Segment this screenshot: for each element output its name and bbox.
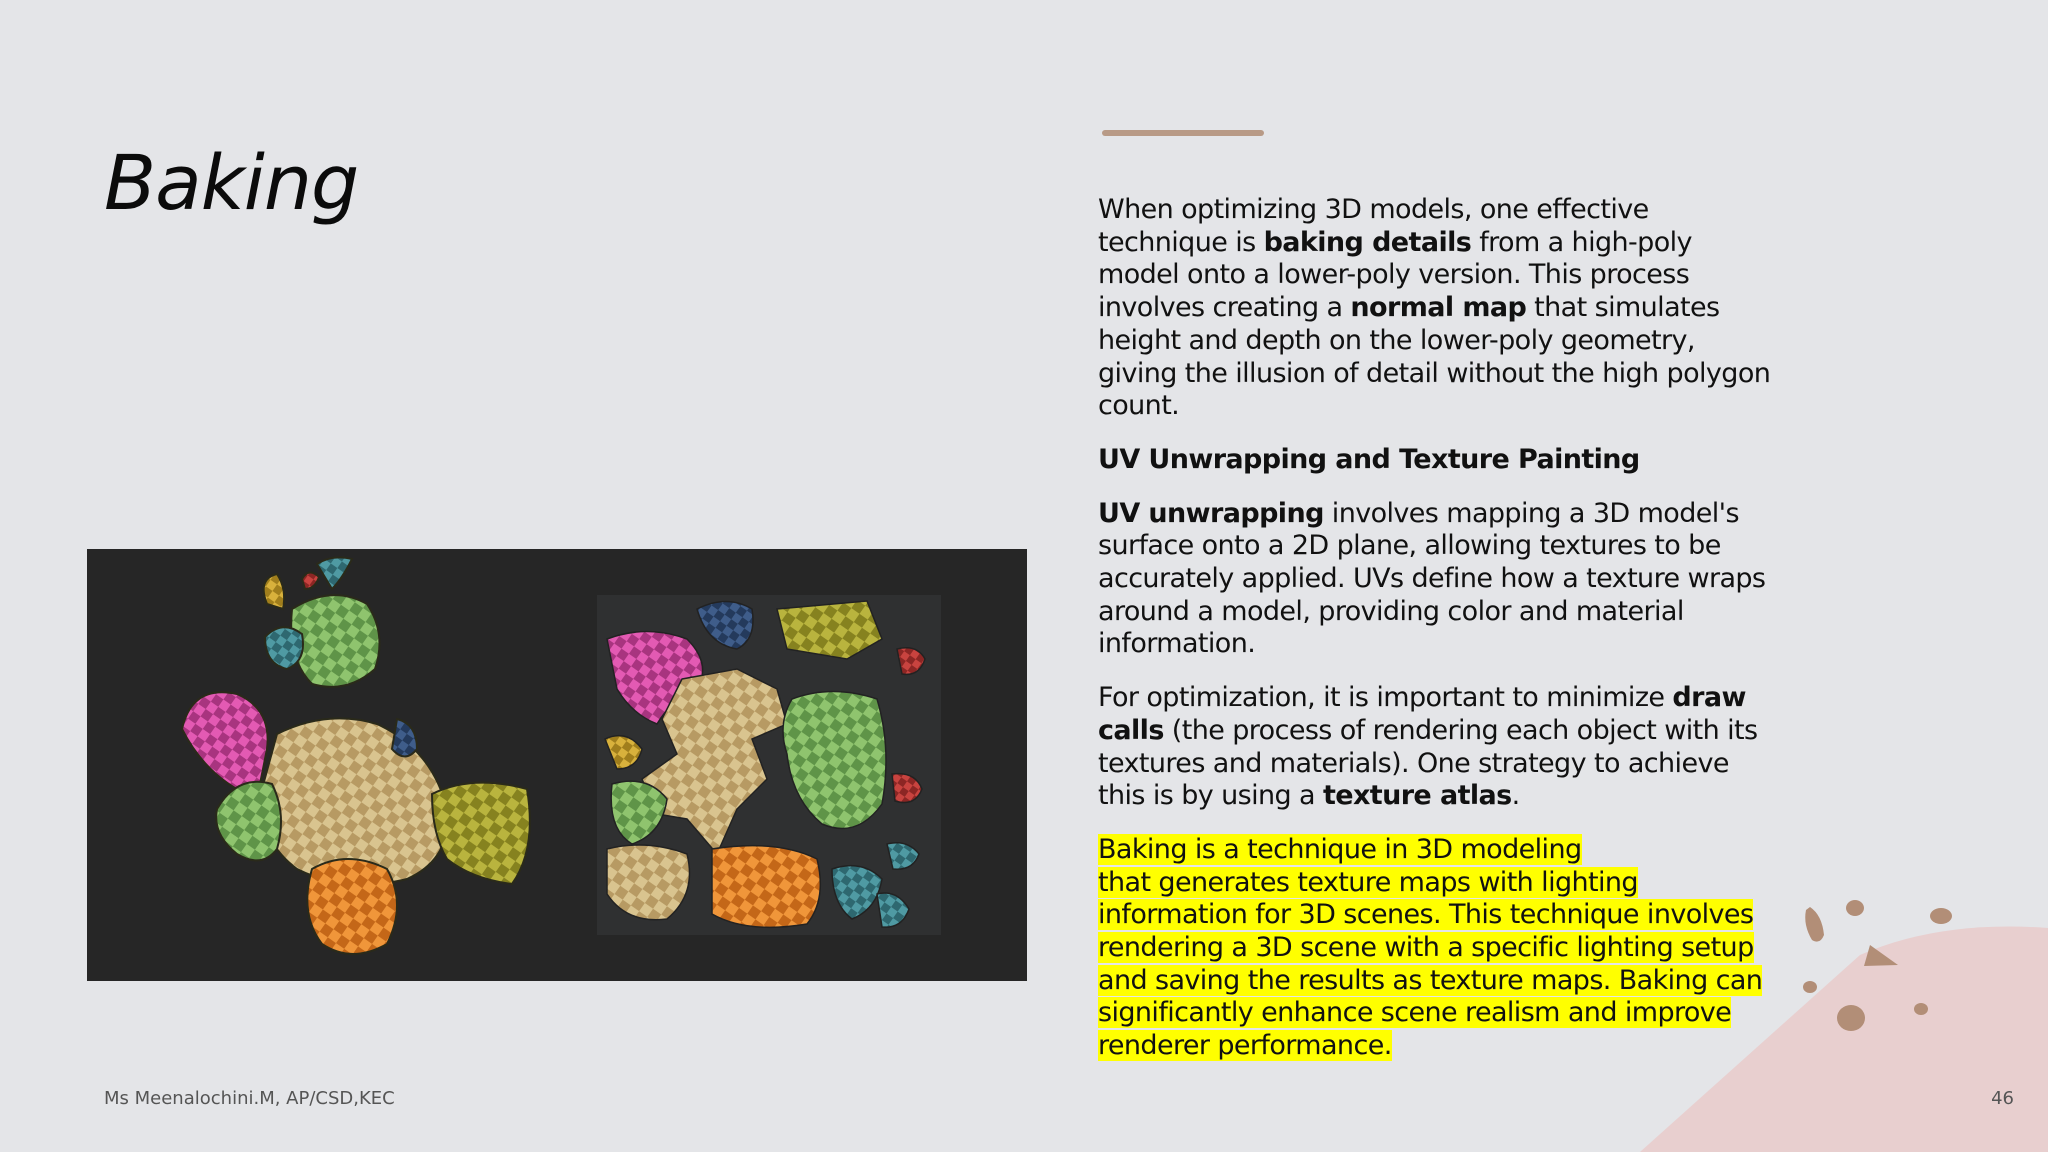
uv-texture-image: [87, 549, 1027, 981]
term-uv-unwrapping: UV unwrapping: [1098, 497, 1324, 529]
page-number: 46: [1991, 1088, 2014, 1109]
paragraph-draw-calls: For optimization, it is important to minimize draw calls (the process of rendering each object with its textures and materials). One strategy to achieve this is by using a texture atlas.: [1098, 682, 1758, 812]
term-baking-details: baking details: [1263, 226, 1472, 258]
highlighted-definition: Baking is a technique in 3D modeling that generates texture maps with lighting information for 3D scenes. This technique involves rendering a 3D scene with a specific lighting setup and saving the results as texture maps. Baking can significantly enhance scene realism and improve renderer performance.: [1098, 833, 1763, 1062]
footer-author: Ms Meenalochini.M, AP/CSD,KEC: [104, 1088, 395, 1109]
slide-body: [1098, 194, 1778, 1084]
paragraph-uv-unwrapping: UV unwrapping involves mapping a 3D model's surface onto a 2D plane, allowing textures to be accurately applied. UVs define how a texture wraps around a model, providing color and material information.: [1098, 497, 1766, 660]
section-heading: UV Unwrapping and Texture Painting: [1098, 443, 1640, 475]
term-texture-atlas: texture atlas: [1322, 780, 1512, 812]
slide-title: Baking: [104, 138, 359, 227]
accent-line: [1102, 130, 1264, 136]
paragraph-baking-details: When optimizing 3D models, one effective technique is baking details from a high-poly model onto a lower-poly version. This process involves creating a normal map that simulates height and depth on the lower-poly geometry, giving the illusion of detail without the high polygon count.: [1098, 194, 1771, 422]
term-draw-calls: draw calls: [1098, 682, 1746, 746]
checker-model: [182, 557, 530, 954]
term-normal-map: normal map: [1350, 292, 1527, 324]
